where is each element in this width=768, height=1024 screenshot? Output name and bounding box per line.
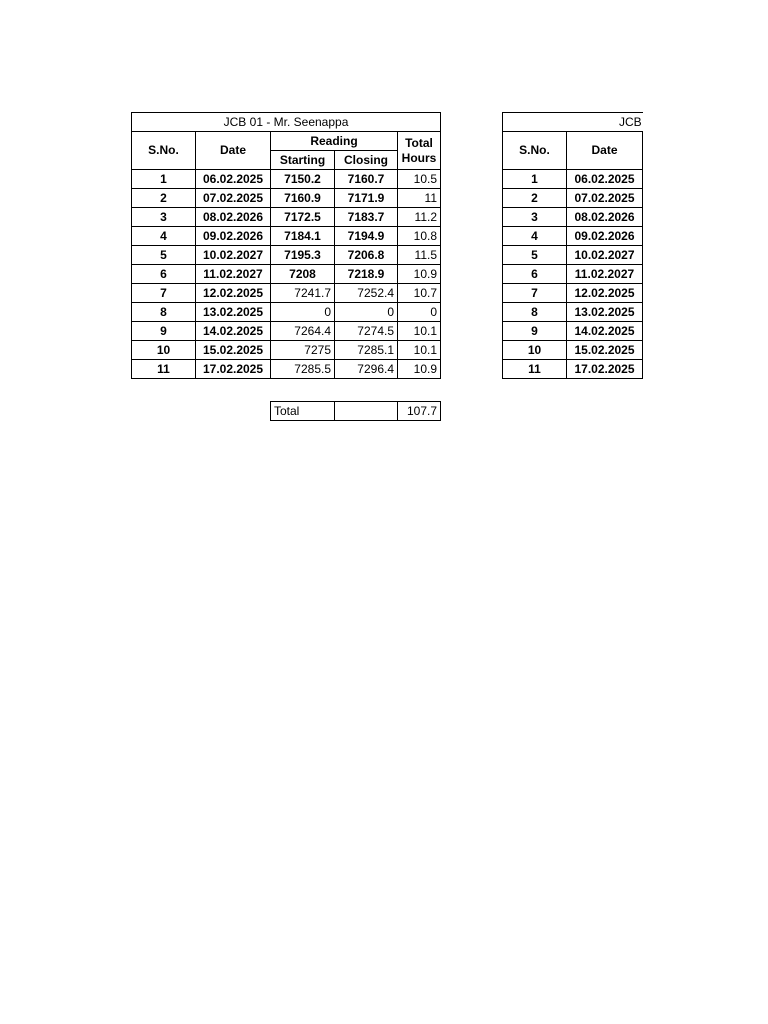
table-row [503, 284, 644, 303]
cell-sno: 4 [503, 227, 567, 246]
table-row [132, 208, 441, 227]
cell-hidden [643, 246, 644, 265]
cell-closing: 0 [335, 303, 398, 322]
cell-sno: 10 [132, 341, 196, 360]
table-row [132, 170, 441, 189]
cell-date: 11.02.2027 [196, 265, 271, 284]
cell-closing: 7160.7 [335, 170, 398, 189]
cell-date: 06.02.2025 [196, 170, 271, 189]
table-title: JCB 01 - Mr. Seenappa [132, 113, 441, 132]
cell-date: 10.02.2027 [567, 246, 643, 265]
cell-date: 12.02.2025 [567, 284, 643, 303]
cell-hidden [643, 265, 644, 284]
table-row [503, 246, 644, 265]
header-closing: Closing [335, 151, 398, 170]
cell-closing: 7183.7 [335, 208, 398, 227]
cell-starting: 7160.9 [271, 189, 335, 208]
cell-starting: 7184.1 [271, 227, 335, 246]
cell-sno: 9 [503, 322, 567, 341]
cell-sno: 6 [132, 265, 196, 284]
cell-hours: 11.5 [398, 246, 441, 265]
table-row [132, 265, 441, 284]
header-hidden-right [643, 132, 644, 151]
cell-date: 10.02.2027 [196, 246, 271, 265]
cell-sno: 5 [503, 246, 567, 265]
cell-hours: 10.9 [398, 265, 441, 284]
table-row [132, 303, 441, 322]
cell-sno: 8 [503, 303, 567, 322]
cell-closing: 7171.9 [335, 189, 398, 208]
cell-sno: 7 [503, 284, 567, 303]
cell-closing: 7296.4 [335, 360, 398, 379]
cell-closing: 7194.9 [335, 227, 398, 246]
cell-closing: 7285.1 [335, 341, 398, 360]
table-row [503, 341, 644, 360]
table-row [503, 208, 644, 227]
cell-sno: 5 [132, 246, 196, 265]
cell-date: 14.02.2025 [567, 322, 643, 341]
cell-sno: 1 [132, 170, 196, 189]
cell-starting: 7208 [271, 265, 335, 284]
total-label: Total [271, 402, 335, 421]
table-row [503, 265, 644, 284]
cell-sno: 10 [503, 341, 567, 360]
cell-hours: 0 [398, 303, 441, 322]
cell-hidden [643, 284, 644, 303]
cell-sno: 6 [503, 265, 567, 284]
cell-date: 06.02.2025 [567, 170, 643, 189]
header-reading: Reading [271, 132, 398, 151]
cell-hidden [643, 189, 644, 208]
cell-starting: 7264.4 [271, 322, 335, 341]
header-date: Date [196, 132, 271, 170]
cell-starting: 7285.5 [271, 360, 335, 379]
table-row [132, 246, 441, 265]
cell-hidden [643, 227, 644, 246]
cell-closing: 7274.5 [335, 322, 398, 341]
cell-hidden [643, 360, 644, 379]
cell-hours: 10.8 [398, 227, 441, 246]
cell-sno: 9 [132, 322, 196, 341]
header-sno: S.No. [132, 132, 196, 170]
table-row [503, 303, 644, 322]
cell-sno: 2 [503, 189, 567, 208]
total-table [270, 401, 441, 421]
table-row [132, 341, 441, 360]
cell-sno: 8 [132, 303, 196, 322]
cell-starting: 0 [271, 303, 335, 322]
cell-sno: 11 [503, 360, 567, 379]
cell-hours: 11.2 [398, 208, 441, 227]
header-starting: Starting [271, 151, 335, 170]
cell-date: 15.02.2025 [196, 341, 271, 360]
cell-date: 13.02.2025 [196, 303, 271, 322]
cell-date: 17.02.2025 [567, 360, 643, 379]
cell-date: 12.02.2025 [196, 284, 271, 303]
table-row [503, 189, 644, 208]
cell-sno: 4 [132, 227, 196, 246]
cell-closing: 7252.4 [335, 284, 398, 303]
cell-sno: 7 [132, 284, 196, 303]
cell-starting: 7195.3 [271, 246, 335, 265]
table-row [503, 170, 644, 189]
cell-sno: 1 [503, 170, 567, 189]
table-row [503, 227, 644, 246]
cell-hours: 10.1 [398, 341, 441, 360]
jcb01-log-table [131, 112, 441, 379]
table-row [132, 322, 441, 341]
cell-hours: 10.7 [398, 284, 441, 303]
cell-sno: 11 [132, 360, 196, 379]
cell-hidden [643, 208, 644, 227]
cell-hidden [643, 322, 644, 341]
table-row [132, 284, 441, 303]
table-row [503, 322, 644, 341]
cell-starting: 7172.5 [271, 208, 335, 227]
jcb-log-table-partial [502, 112, 643, 382]
cell-date: 08.02.2026 [196, 208, 271, 227]
table-title-right: JCB [503, 113, 644, 132]
table-row [132, 360, 441, 379]
cell-date: 11.02.2027 [567, 265, 643, 284]
cell-hidden [643, 341, 644, 360]
table-row [132, 227, 441, 246]
header-total-hours [398, 132, 441, 170]
header-hidden-right-2 [643, 151, 644, 170]
cell-hidden [643, 170, 644, 189]
cell-hidden [643, 303, 644, 322]
cell-sno: 3 [132, 208, 196, 227]
cell-hours: 10.5 [398, 170, 441, 189]
cell-date: 09.02.2026 [567, 227, 643, 246]
header-date-right: Date [567, 132, 643, 170]
header-total-line1: Total [405, 135, 433, 150]
cell-starting: 7150.2 [271, 170, 335, 189]
cell-sno: 2 [132, 189, 196, 208]
total-empty-cell [335, 402, 398, 421]
cell-date: 15.02.2025 [567, 341, 643, 360]
cell-hours: 11 [398, 189, 441, 208]
table-row [503, 360, 644, 379]
cell-date: 07.02.2025 [196, 189, 271, 208]
cell-hours: 10.1 [398, 322, 441, 341]
cell-date: 17.02.2025 [196, 360, 271, 379]
cell-starting: 7241.7 [271, 284, 335, 303]
cell-closing: 7206.8 [335, 246, 398, 265]
cell-sno: 3 [503, 208, 567, 227]
cell-closing: 7218.9 [335, 265, 398, 284]
cell-date: 08.02.2026 [567, 208, 643, 227]
total-value: 107.7 [398, 402, 441, 421]
cell-hours: 10.9 [398, 360, 441, 379]
header-sno-right: S.No. [503, 132, 567, 170]
cell-starting: 7275 [271, 341, 335, 360]
cell-date: 13.02.2025 [567, 303, 643, 322]
cell-date: 07.02.2025 [567, 189, 643, 208]
cell-date: 09.02.2026 [196, 227, 271, 246]
cell-date: 14.02.2025 [196, 322, 271, 341]
table-row [132, 189, 441, 208]
header-total-line2: Hours [401, 150, 437, 165]
